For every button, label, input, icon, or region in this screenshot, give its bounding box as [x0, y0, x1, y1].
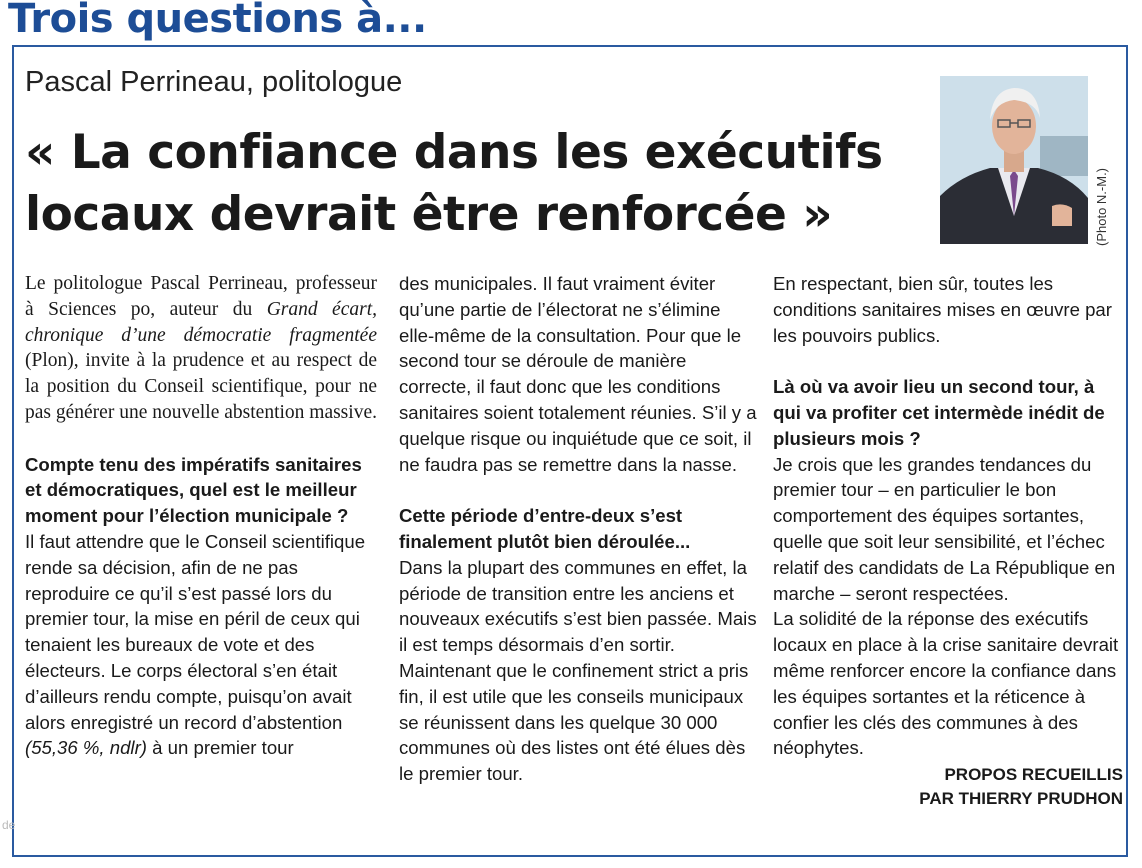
article-intro [25, 271, 377, 426]
answer-3-paragraph-1: Je crois que les grandes tendances du premier tour – en particulier le bon comportement des équipes sortantes, quelle que soit leur sensibilité, et l’échec relatif des candidats de La République en marche – seront respectées. [773, 453, 1116, 604]
portrait-photo [940, 76, 1088, 244]
article-headline [25, 122, 883, 246]
answer-2: Dans la plupart des communes en effet, la période de transition entre les anciens et nouveaux exécutifs s’est bien passée. Mais il est temps désormais d’en sortir. Maintenant que le confinement strict a pris fin, il est utile que les conseils municipaux se réunissent dans les quelque 30 000 communes où des listes ont été élues dès le premier tour. [399, 556, 757, 785]
answer-3-paragraph-2: La solidité de la réponse des exécutifs locaux en place à la crise sanitaire devrait même renforcer encore la confiance dans les équipes sortantes et la réticence à confier les clés des communes à des néophytes. [773, 608, 1119, 759]
photo-credit: (Photo N.-M.) [1094, 167, 1109, 246]
column-1 [25, 271, 377, 761]
signature-line-1: PROPOS RECUEILLIS [944, 765, 1123, 785]
book-title: Grand écart, chronique d’une démocratie fragmentée [25, 298, 377, 346]
answer-2-continued: En respectant, bien sûr, toutes les conditions sanitaires mises en œuvre par les pouvoirs publics. [773, 273, 1112, 346]
column-3 [773, 271, 1123, 811]
headline-line-2: locaux devrait être renforcée » [25, 187, 833, 242]
portrait-illustration [940, 76, 1088, 244]
headline-line-1: « La confiance dans les exécutifs [25, 125, 883, 180]
question-2: Cette période d’entre-deux s’est finalement plutôt bien déroulée... [399, 505, 691, 552]
signature-line-2: PAR THIERRY PRUDHON [919, 789, 1123, 809]
signature [773, 763, 1123, 811]
answer-1-continued: des municipales. Il faut vraiment éviter qu’une partie de l’électorat ne s’élimine elle-même de la consultation. Pour que le second tour se déroule de manière correcte, il faut donc que les conditions sanitaires soient totalement réunies. S’il y a quelque risque ou inquiétude que ce soit, il ne faudra pas se remettre dans la nasse. [399, 273, 757, 475]
answer-1-note: (55,36 %, ndlr) [25, 737, 147, 759]
intro-text-end: (Plon), invite à la prudence et au respect de la position du Conseil scientifique, pour ne pas générer une nouvelle abstention massive. [25, 350, 377, 423]
question-1: Compte tenu des impératifs sanitaires et démocratiques, quel est le meilleur moment pour l’élection municipale ? [25, 453, 362, 527]
answer-1 [25, 529, 377, 761]
intro-text-start: Le politologue Pascal Perrineau, professeur à Sciences po, auteur du [25, 273, 377, 320]
question-3: Là où va avoir lieu un second tour, à qui va profiter cet intermède inédit de plusieurs mois ? [773, 376, 1105, 449]
watermark: de [2, 818, 16, 832]
answer-1-text: Il faut attendre que le Conseil scientifique rende sa décision, afin de ne pas reproduire ce qu’il s’est passé lors du premier tour, la mise en péril de ceux qui tenaient les bureaux de vote et des électeurs. Le corps électoral s’en était d’ailleurs rendu compte, puisqu’on avait alors enregistré un record d’abstention [25, 530, 366, 733]
answer-1-text-end: à un premier tour [146, 737, 294, 759]
article-subtitle: Pascal Perrineau, politologue [25, 66, 403, 98]
column-2 [399, 271, 759, 787]
section-kicker: Trois questions à... [8, 0, 427, 42]
